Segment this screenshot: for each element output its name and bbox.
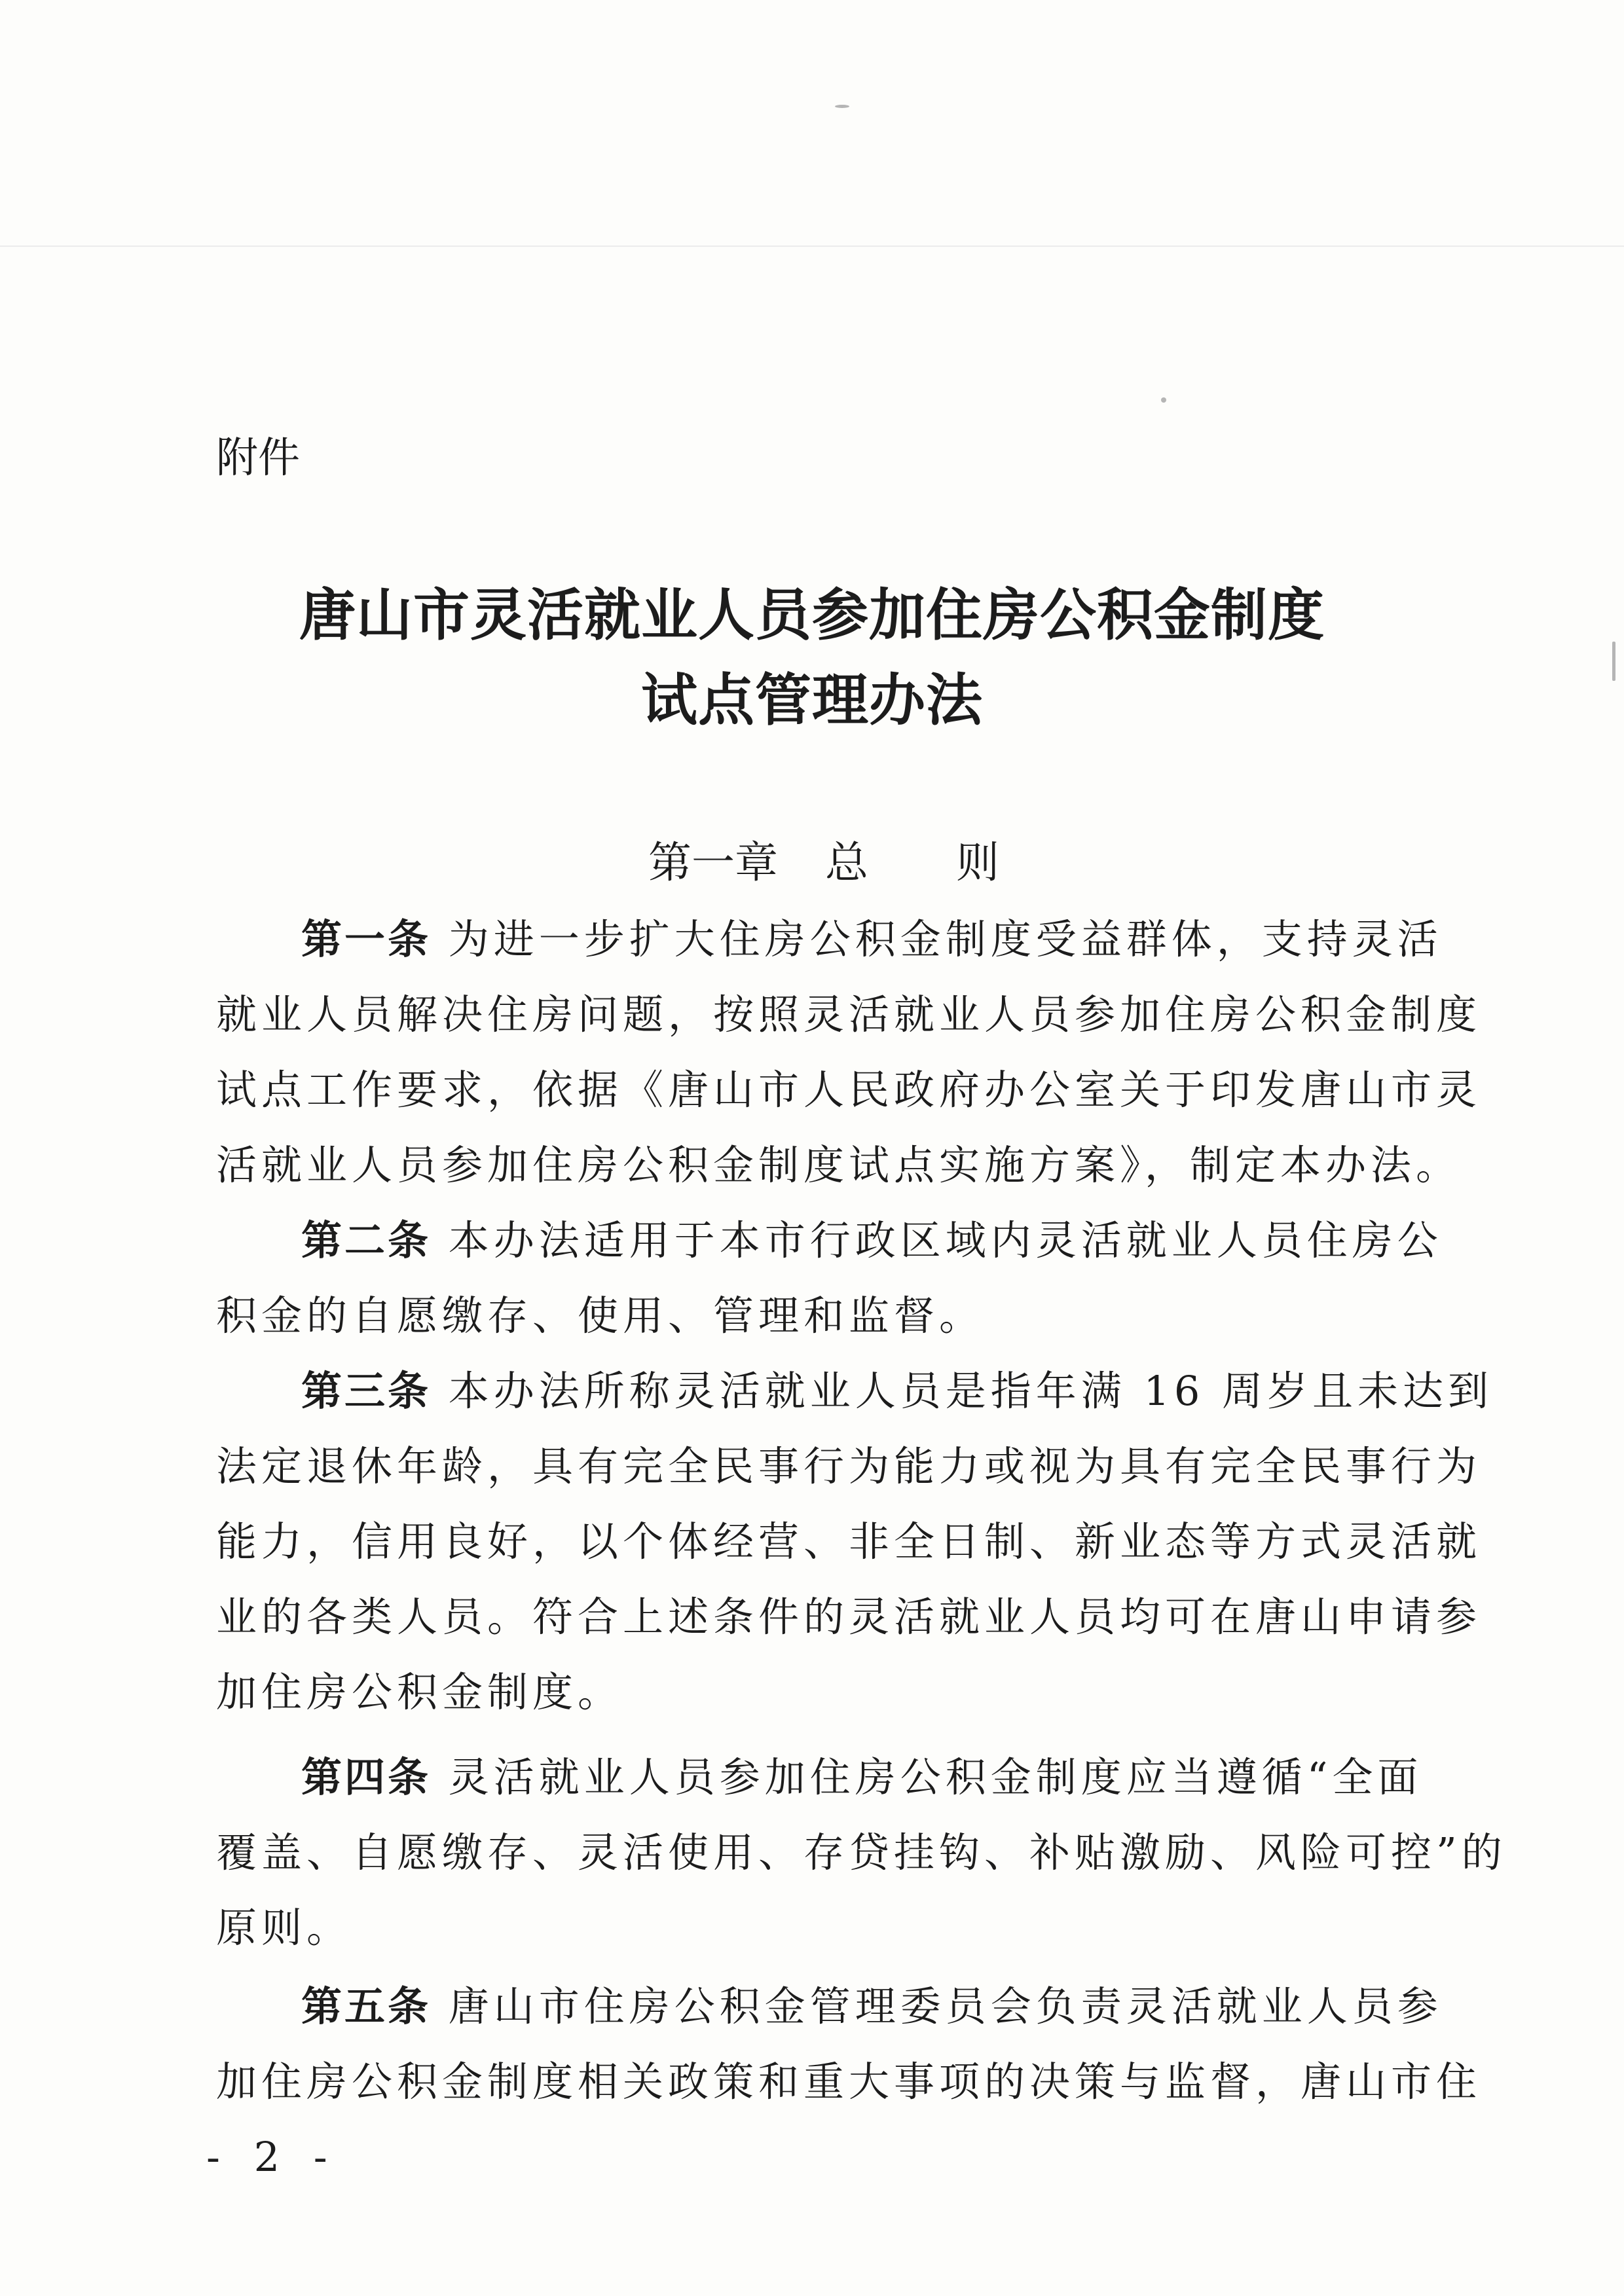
article-3-line-5: 加住房公积金制度。: [216, 1668, 623, 1716]
article-4-label: 第四条: [301, 1753, 432, 1801]
chapter-number: 第一章: [648, 837, 778, 888]
article-4-text: 灵活就业人员参加住房公积金制度应当遵循“全面: [448, 1753, 1423, 1801]
article-1-line-1: [216, 903, 1519, 975]
article-5-text: 唐山市住房公积金管理委员会负责灵活就业人员参: [448, 1982, 1443, 2030]
article-3-line-2: 法定退休年龄，具有完全民事行为能力或视为具有完全民事行为: [216, 1442, 1482, 1490]
document-title-line-1: 唐山市灵活就业人员参加住房公积金制度: [299, 582, 1325, 648]
article-5-line-2: 加住房公积金制度相关政策和重大事项的决策与监督，唐山市住: [216, 2058, 1482, 2105]
article-5-label: 第五条: [301, 1982, 432, 2030]
article-3-line-3: 能力，信用良好，以个体经营、非全日制、新业态等方式灵活就: [216, 1518, 1482, 1565]
article-1-label: 第一条: [301, 915, 432, 963]
article-1-line-3: 试点工作要求，依据《唐山市人民政府办公室关于印发唐山市灵: [216, 1066, 1482, 1114]
article-2-text: 本办法适用于本市行政区域内灵活就业人员住房公: [448, 1216, 1443, 1264]
scan-speck: [1612, 642, 1615, 681]
article-2-label: 第二条: [301, 1216, 432, 1264]
article-1-text: 为进一步扩大住房公积金制度受益群体，支持灵活: [448, 915, 1443, 963]
scan-speck: [835, 105, 849, 108]
article-3-line-4: 业的各类人员。符合上述条件的灵活就业人员均可在唐山申请参: [216, 1593, 1482, 1641]
article-3-text: 本办法所称灵活就业人员是指年满 16 周岁且未达到: [448, 1367, 1494, 1415]
article-4-line-2: 覆盖、自愿缴存、灵活使用、存贷挂钩、补贴激励、风险可控”的: [216, 1829, 1507, 1876]
article-4-line-1: [216, 1741, 1519, 1813]
article-4-line-3: 原则。: [216, 1904, 352, 1952]
article-1-line-4: 活就业人员参加住房公积金制度试点实施方案》，制定本办法。: [216, 1141, 1462, 1189]
article-5-line-1: [216, 1971, 1519, 2043]
article-3-line-1: [216, 1355, 1519, 1427]
scan-fold-line: [0, 246, 1624, 247]
document-title-line-2: 试点管理办法: [641, 667, 983, 733]
chapter-title-part-2: 则: [956, 837, 999, 888]
article-2-line-1: [216, 1205, 1519, 1277]
page-number: - 2 -: [206, 2133, 338, 2181]
article-2-line-2: 积金的自愿缴存、使用、管理和监督。: [216, 1292, 985, 1339]
article-1-line-2: 就业人员解决住房问题，按照灵活就业人员参加住房公积金制度: [216, 991, 1482, 1038]
attachment-label: 附件: [216, 434, 300, 483]
article-3-label: 第三条: [301, 1367, 432, 1415]
chapter-title-part-1: 总: [825, 837, 868, 888]
scan-speck: [1161, 397, 1166, 403]
chapter-heading: [216, 828, 1408, 897]
